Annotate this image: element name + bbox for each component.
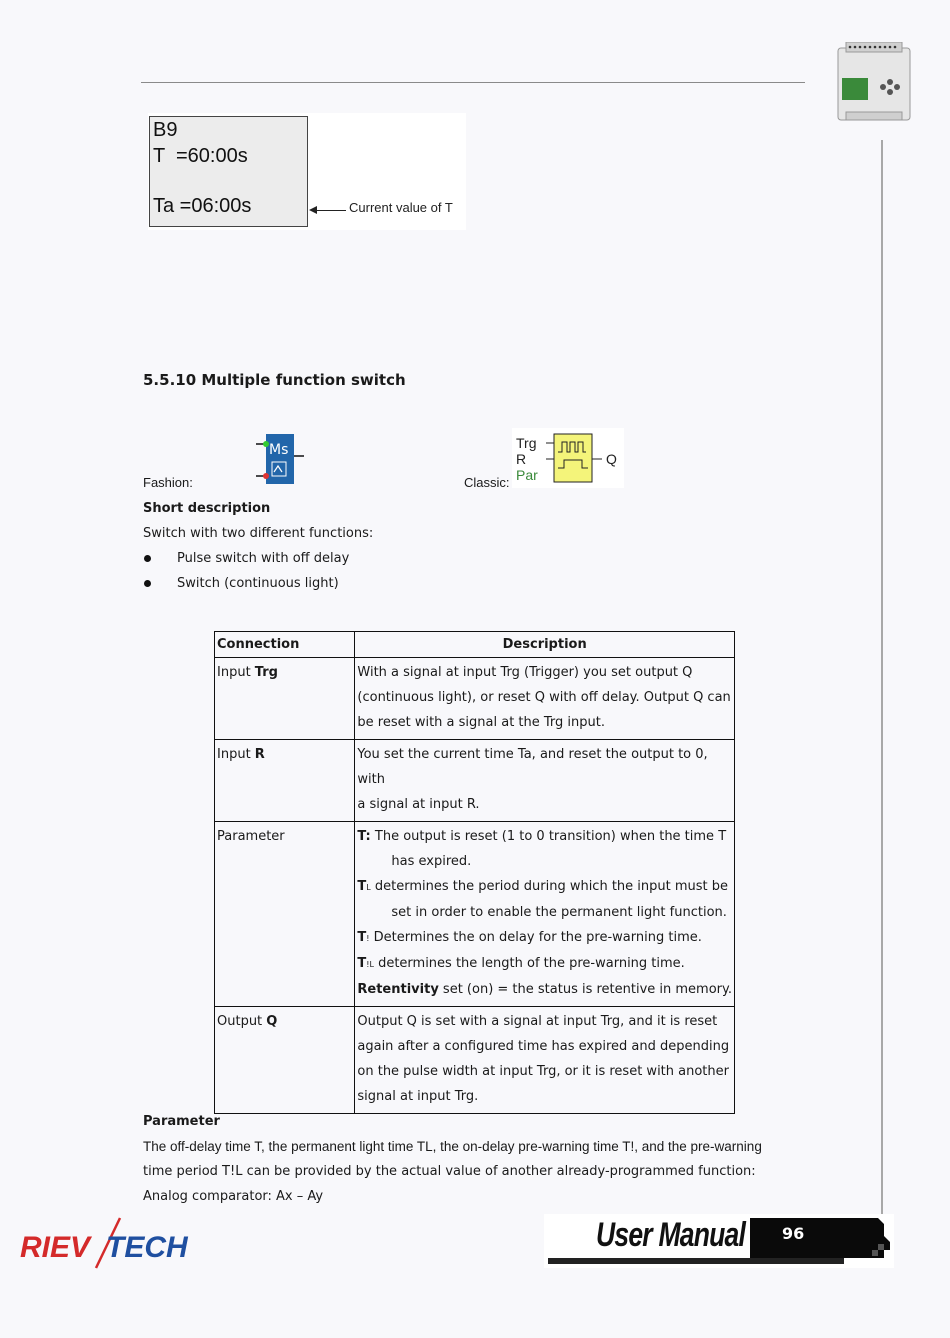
side-rule (881, 140, 883, 1220)
lcd-annotation: Current value of T (349, 200, 453, 215)
cell-connection: Input R (215, 740, 355, 822)
classic-input-trg: Trg (516, 435, 537, 451)
parameter-line-1: The off-delay time T, the permanent light time TL, the on-delay pre-warning time T!, and the pre-warning (143, 1139, 762, 1154)
table-header-row (215, 632, 735, 658)
arrow-line (316, 210, 346, 211)
cell-description: Output Q is set with a signal at input Trg, and it is reset again after a configured time has expired and depending on the pulse width at input Trg, or it is reset with another signal at input Trg. (355, 1007, 735, 1114)
header-connection: Connection (215, 632, 355, 658)
parameter-line-2: time period T!L can be provided by the actual value of another already-programmed function: (143, 1164, 756, 1179)
lcd-line-3: Ta =06:00s (153, 195, 252, 217)
classic-label: Classic: (464, 475, 510, 490)
table-row (215, 1007, 735, 1114)
page-number: 96 (782, 1224, 805, 1243)
rievtech-logo (18, 1216, 198, 1276)
cell-connection: Input Trg (215, 658, 355, 740)
header-rule (141, 82, 805, 83)
bullet-dot (144, 580, 151, 587)
lcd-display (149, 116, 308, 227)
connection-table (214, 631, 735, 1114)
classic-input-r: R (516, 451, 527, 467)
cell-description: You set the current time Ta, and reset the output to 0, with a signal at input R. (355, 740, 735, 822)
cell-description: With a signal at input Trg (Trigger) you set output Q (continuous light), or reset Q with off delay. Output Q can be reset with a signal at the Trg input. (355, 658, 735, 740)
plc-device-image (836, 42, 912, 124)
logo-text-tech: TECH (106, 1231, 188, 1264)
bullet-item: Switch (continuous light) (177, 576, 339, 591)
fashion-icon-text: Ms (269, 442, 289, 458)
fashion-label: Fashion: (143, 475, 193, 490)
fashion-symbol-icon (252, 432, 307, 488)
header-description: Description (355, 632, 735, 658)
table-row (215, 740, 735, 822)
user-manual-title: User Manual (596, 1216, 746, 1254)
cell-connection: Output Q (215, 1007, 355, 1114)
lcd-line-1: B9 (153, 119, 178, 141)
logo-text-riev: RIEV (20, 1231, 91, 1264)
short-description-heading: Short description (143, 501, 271, 516)
cell-description: T: The output is reset (1 to 0 transition) when the time T has expired. TL determines the period during which the input must be set in order to enable the permanent light function. T! Determines the on delay for the pre-warning time. T!L determines the length of the pre-warning time. Retentivity set (on) = the status is retentive in memory. (355, 822, 735, 1007)
parameter-line-3: Analog comparator: Ax – Ay (143, 1189, 324, 1204)
cell-connection: Parameter (215, 822, 355, 1007)
short-description-intro: Switch with two different functions: (143, 526, 374, 541)
bullet-item: Pulse switch with off delay (177, 551, 350, 566)
classic-symbol-icon (512, 428, 624, 488)
section-title: 5.5.10 Multiple function switch (143, 371, 406, 389)
table-row (215, 822, 735, 1007)
classic-input-par: Par (516, 467, 538, 483)
parameter-heading: Parameter (143, 1114, 220, 1129)
lcd-line-2: T =60:00s (153, 145, 248, 167)
bullet-dot (144, 555, 151, 562)
classic-output-q: Q (606, 451, 617, 467)
table-row (215, 658, 735, 740)
